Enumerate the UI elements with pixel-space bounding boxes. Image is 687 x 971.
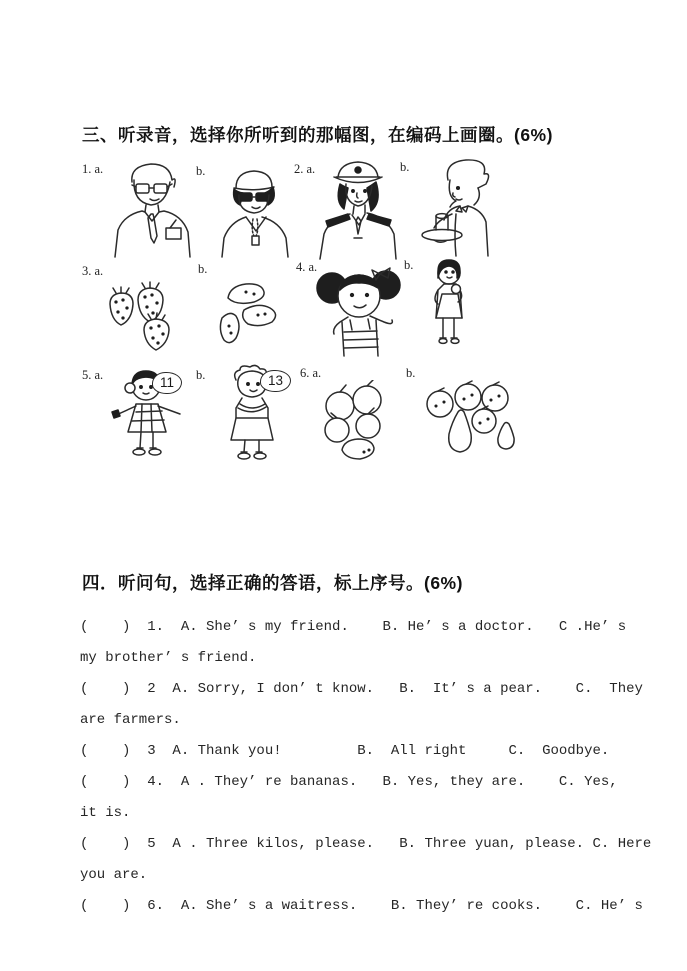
picture-item-2b (400, 156, 510, 260)
policewoman-icon (310, 158, 406, 260)
question-line: ( ) 3 A. Thank you! B. All right C. Goodbye. (80, 743, 610, 759)
picture-label: 3. a. (82, 264, 104, 278)
picture-label: 4. a. (296, 260, 318, 274)
picture-item-1b (196, 160, 296, 260)
question-line: ( ) 5 A . Three kilos, please. B. Three yuan, please. C. Here (80, 836, 652, 852)
question-line: it is. (80, 805, 131, 821)
picture-item-3a (82, 260, 196, 360)
picture-label: 2. a. (294, 162, 316, 176)
waitress-with-tray-icon (412, 156, 514, 258)
question-line: ( ) 1. A. She’ s my friend. B. He’ s a doctor. C .He’ s (80, 619, 627, 635)
question-line: ( ) 6. A. She’ s a waitress. B. They’ re cooks. C. He’ s (80, 898, 643, 914)
picture-item-4a (296, 256, 406, 360)
picture-label: 1. a. (82, 162, 104, 176)
question-line: are farmers. (80, 712, 181, 728)
oranges-and-pears-icon (416, 378, 522, 464)
picture-item-6b (406, 362, 518, 464)
picture-label: b. (400, 160, 410, 174)
picture-label: b. (404, 258, 414, 272)
picture-label: b. (198, 262, 208, 276)
picture-item-5b (196, 364, 306, 464)
picture-item-5a (82, 364, 196, 464)
picture-item-6a (300, 362, 408, 464)
picture-label: 6. a. (300, 366, 322, 380)
picture-item-3b (198, 258, 298, 358)
question-line: you are. (80, 867, 148, 883)
question-line: ( ) 4. A . They’ re bananas. B. Yes, they are. C. Yes, (80, 774, 618, 790)
question-line: ( ) 2 A. Sorry, I don’ t know. B. It’ s a pear. C. They (80, 681, 643, 697)
strawberries-icon (96, 278, 196, 358)
question-line: my brother’ s friend. (80, 650, 257, 666)
picture-label: 5. a. (82, 368, 104, 382)
lemons-icon (210, 278, 290, 354)
girl-pigtails-icon (310, 260, 410, 360)
section4-heading: 四．听问句，选择正确的答语，标上序号。(6%) (82, 573, 463, 593)
picture-item-1a (82, 158, 196, 260)
picture-item-2a (294, 158, 402, 260)
apples-and-lemon-icon (310, 380, 404, 464)
picture-label: b. (196, 368, 206, 382)
doctor-cap-sunglasses-icon (210, 164, 298, 258)
section3-heading: 三、听录音，选择你所听到的那幅图，在编码上画圈。(6%) (82, 125, 553, 145)
picture-item-4b (404, 254, 494, 358)
man-glasses-tie-icon (106, 160, 196, 258)
girl-apron-icon (418, 256, 480, 352)
picture-label: b. (406, 366, 416, 380)
number-bubble: 11 (152, 372, 182, 394)
picture-label: b. (196, 164, 206, 178)
number-bubble: 13 (260, 370, 291, 392)
